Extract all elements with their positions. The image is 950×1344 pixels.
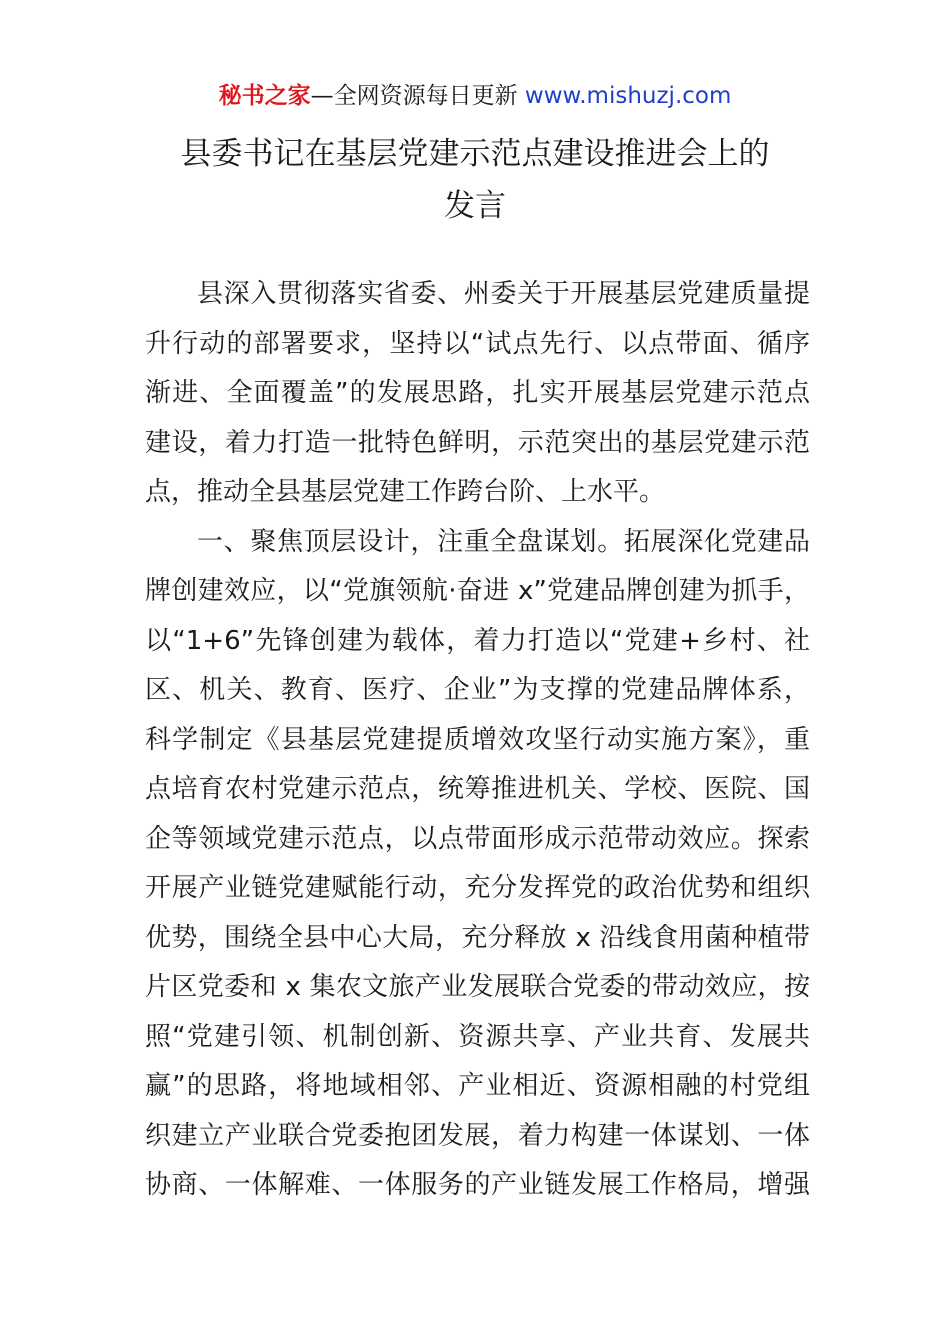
body-line: 片区党委和 x 集农文旅产业发展联合党委的带动效应，按 — [145, 972, 810, 1002]
body-line: 织建立产业联合党委抱团发展，着力构建一体谋划、一体 — [145, 1120, 810, 1151]
body-line: 县深入贯彻落实省委、州委关于开展基层党建质量提 — [197, 279, 810, 309]
body-line: 升行动的部署要求，坚持以“试点先行、以点带面、循序 — [145, 328, 810, 359]
body-line: 开展产业链党建赋能行动，充分发挥党的政治优势和组织 — [145, 873, 810, 903]
site-tagline: —全网资源每日更新 — [310, 83, 518, 109]
body-line: 赢”的思路，将地域相邻、产业相近、资源相融的村党组 — [145, 1071, 810, 1101]
site-url[interactable]: www.mishuzj.com — [524, 83, 732, 109]
site-header — [0, 80, 950, 112]
document-body — [145, 270, 810, 1211]
site-brand: 秘书之家 — [218, 83, 311, 109]
document-title — [145, 128, 805, 232]
body-line: 一、聚焦顶层设计，注重全盘谋划。拓展深化党建品 — [197, 526, 810, 557]
body-line: 以“1+6”先锋创建为载体，着力打造以“党建+乡村、社 — [145, 625, 810, 656]
body-line: 点，推动全县基层党建工作跨台阶、上水平。 — [145, 477, 666, 507]
body-line: 渐进、全面覆盖”的发展思路，扎实开展基层党建示范点 — [145, 378, 810, 408]
body-line: 优势，围绕全县中心大局，充分释放 x 沿线食用菌种植带 — [145, 922, 810, 953]
document-title-line-1: 县委书记在基层党建示范点建设推进会上的 — [180, 136, 770, 172]
body-line: 区、机关、教育、医疗、企业”为支撑的党建品牌体系， — [145, 675, 810, 705]
body-line: 牌创建效应，以“党旗领航·奋进 x”党建品牌创建为抓手， — [145, 576, 810, 606]
body-line: 点培育农村党建示范点，统筹推进机关、学校、医院、国 — [145, 774, 810, 804]
body-line: 建设，着力打造一批特色鲜明，示范突出的基层党建示范 — [145, 427, 810, 458]
document-title-line-2: 发言 — [444, 188, 506, 224]
body-line: 协商、一体解难、一体服务的产业链发展工作格局，增强 — [145, 1170, 810, 1200]
body-line: 照“党建引领、机制创新、资源共享、产业共育、发展共 — [145, 1021, 810, 1052]
body-line: 科学制定《县基层党建提质增效攻坚行动实施方案》，重 — [145, 724, 810, 755]
body-line: 企等领域党建示范点，以点带面形成示范带动效应。探索 — [145, 823, 810, 854]
